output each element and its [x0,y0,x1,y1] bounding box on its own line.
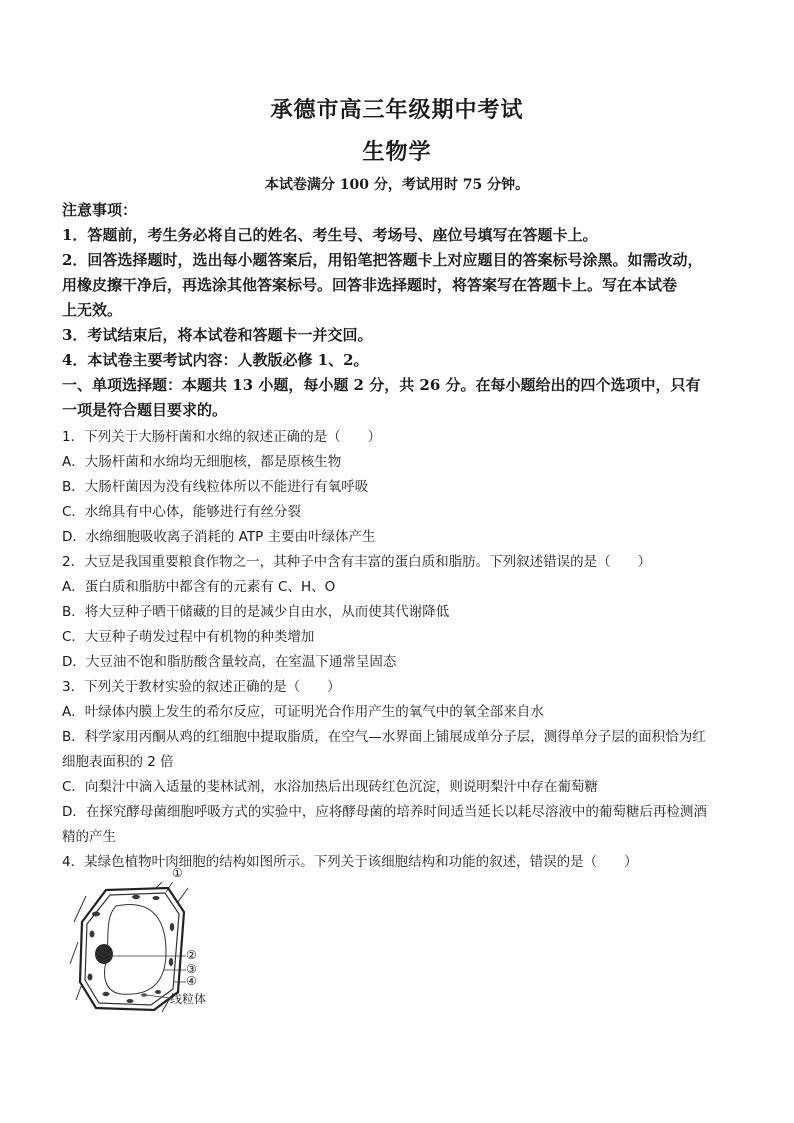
question-1-stem: 1．下列关于大肠杆菌和水绵的叙述正确的是（ ） [62,429,382,445]
question-1-option-d: D．水绵细胞吸收离子消耗的 ATP 主要由叶绿体产生 [62,529,376,545]
question-3-option-b-line-1: B．科学家用丙酮从鸡的红细胞中提取脂质，在空气—水界面上铺展成单分子层，测得单分子层的面积恰为红 [62,729,706,745]
question-3-option-b-line-2: 细胞表面积的 2 倍 [62,754,174,770]
note-3: 3．考试结束后，将本试卷和答题卡一并交回。 [62,326,373,344]
section-heading-line-1: 一、单项选择题：本题共 13 小题，每小题 2 分，共 26 分。在每小题给出的四个选项中，只有 [62,376,701,394]
exam-title: 承德市高三年级期中考试 [270,97,524,123]
nucleus [95,944,113,964]
label-4: ④ [186,974,197,988]
note-2-line-3: 上无效。 [62,301,123,319]
question-2-option-a: A．蛋白质和脂肪中都含有的元素有 C、H、O [62,579,336,595]
question-3-stem: 3．下列关于教材实验的叙述正确的是（ ） [62,679,341,695]
question-3-option-c: C．向梨汁中滴入适量的斐林试剂，水浴加热后出现砖红色沉淀，则说明梨汁中存在葡萄糖 [62,779,598,795]
note-2-line-2: 用橡皮擦干净后，再选涂其他答案标号。回答非选择题时，将答案写在答题卡上。写在本试卷 [62,276,678,294]
question-2-option-c: C．大豆种子萌发过程中有机物的种类增加 [62,629,315,645]
section-heading-line-2: 一项是符合题目要求的。 [62,401,228,419]
note-4: 4．本试卷主要考试内容：人教版必修 1、2。 [62,351,369,369]
question-1-option-b: B．大肠杆菌因为没有线粒体所以不能进行有氧呼吸 [62,479,369,495]
cell-diagram [66,866,216,1022]
question-4-stem: 4．某绿色植物叶肉细胞的结构如图所示。下列关于该细胞结构和功能的叙述，错误的是（ ） [62,854,638,870]
label-2: ② [186,948,197,962]
question-2-stem: 2．大豆是我国重要粮食作物之一，其种子中含有丰富的蛋白质和脂肪。下列叙述错误的是（ ） [62,554,652,570]
question-3-option-a: A．叶绿体内膜上发生的希尔反应，可证明光合作用产生的氧气中的氧全部来自水 [62,704,544,720]
question-3-option-d-line-1: D．在探究酵母菌细胞呼吸方式的实验中，应将酵母菌的培养时间适当延长以耗尽溶液中的葡萄糖后再检测酒 [62,804,707,820]
mitochondrion-label: 线粒体 [170,992,207,1006]
question-2-option-d: D．大豆油不饱和脂肪酸含量较高，在室温下通常呈固态 [62,654,397,670]
note-1: 1．答题前，考生务必将自己的姓名、考生号、考场号、座位号填写在答题卡上。 [62,226,598,244]
label-3: ③ [186,962,197,976]
question-1-option-a: A．大肠杆菌和水绵均无细胞核，都是原核生物 [62,454,342,470]
vacuole [105,905,166,995]
notes-heading: 注意事项： [62,201,138,219]
subject-title: 生物学 [362,139,432,165]
label-1: ① [172,866,183,880]
question-1-option-c: C．水绵具有中心体，能够进行有丝分裂 [62,504,301,520]
question-3-option-d-line-2: 精的产生 [62,829,116,845]
exam-info: 本试卷满分 100 分，考试用时 75 分钟。 [264,177,530,193]
note-2-line-1: 2．回答选择题时，选出每小题答案后，用铅笔把答题卡上对应题目的答案标号涂黑。如需改动， [62,251,703,269]
question-2-option-b: B．将大豆种子晒干储藏的目的是减少自由水，从而使其代谢降低 [62,604,450,620]
